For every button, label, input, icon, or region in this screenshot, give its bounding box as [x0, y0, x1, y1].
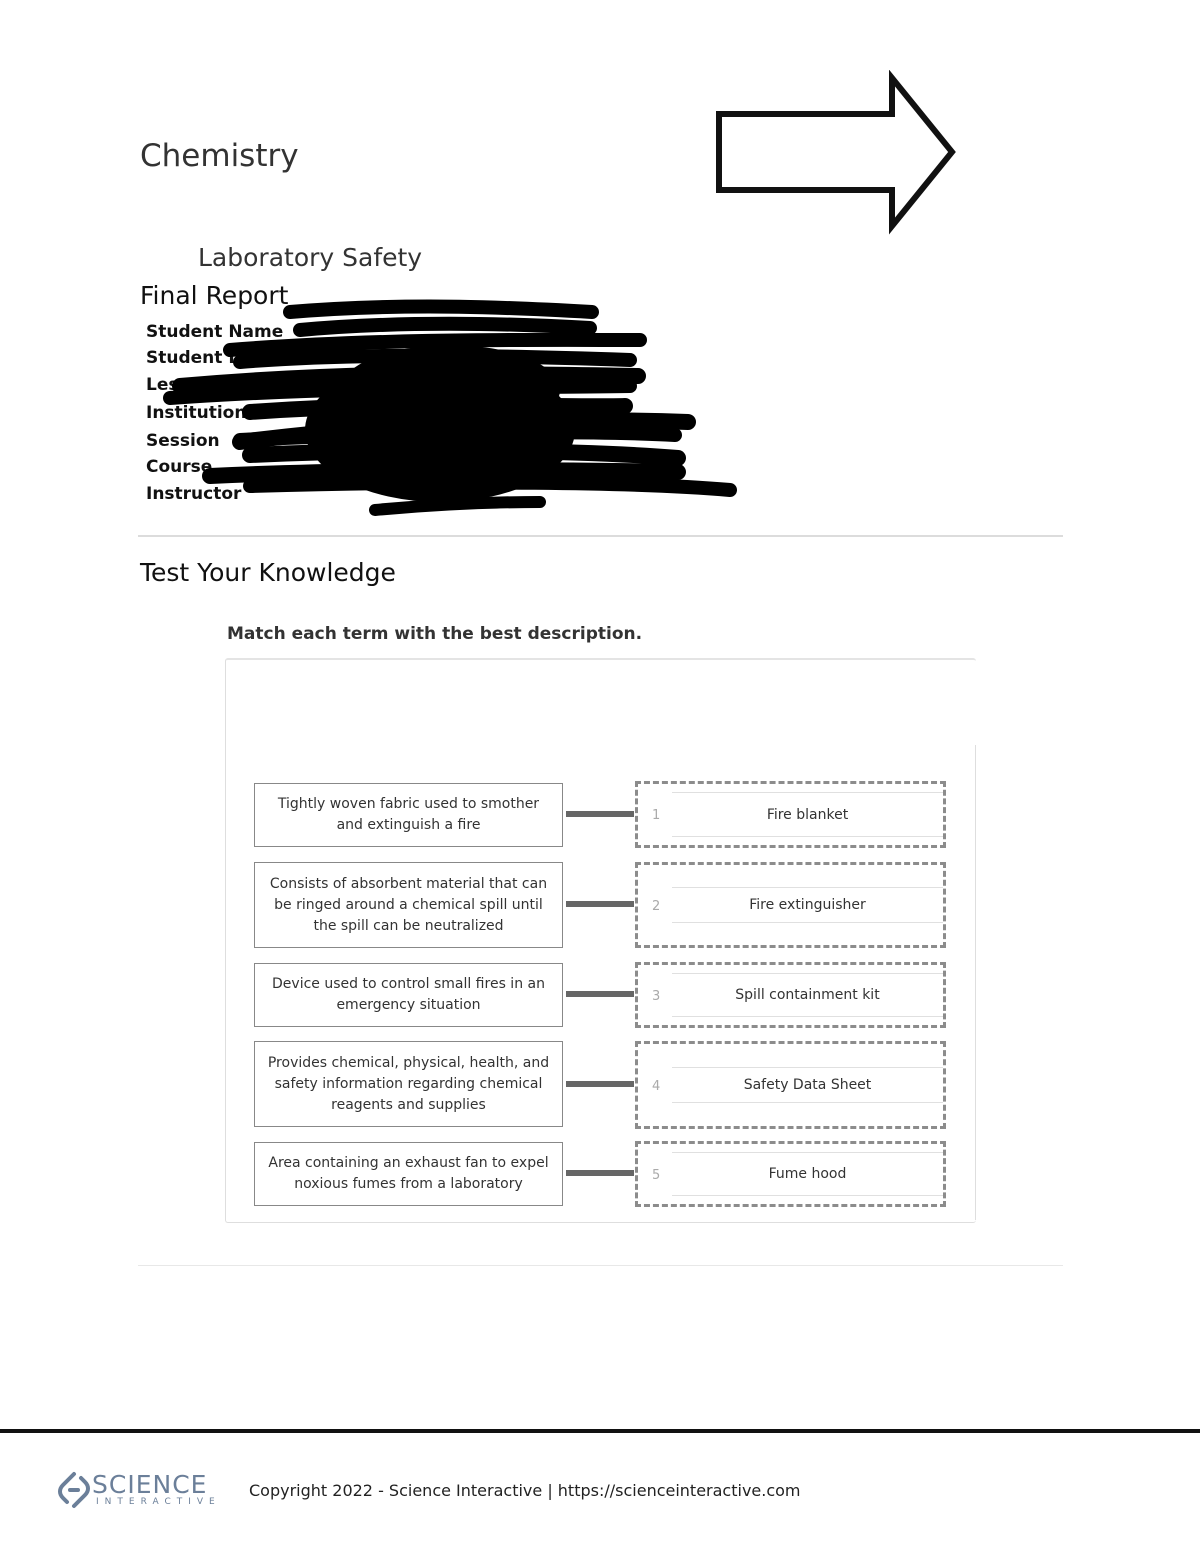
- description-box: [254, 963, 563, 1027]
- session-label: Session: [146, 431, 220, 451]
- description-box: [254, 1142, 563, 1206]
- instructor-label: Instructor: [146, 484, 242, 504]
- term-label[interactable]: Fire blanket: [672, 792, 943, 837]
- description-text: Device used to control small fires in an emergency situation: [272, 976, 545, 1013]
- term-number: 1: [652, 808, 661, 823]
- matching-instructions: Match each term with the best description.: [227, 624, 643, 644]
- term-number: 2: [652, 899, 661, 914]
- term-number: 5: [652, 1168, 661, 1183]
- description-box: [254, 783, 563, 847]
- student-name-label: Student Name: [146, 322, 284, 342]
- match-connector: [566, 811, 634, 817]
- course-label: Course: [146, 457, 213, 477]
- term-drop-box[interactable]: [635, 862, 946, 948]
- term-number: 3: [652, 989, 661, 1004]
- subject-title: Chemistry: [140, 138, 299, 174]
- match-connector: [566, 991, 634, 997]
- redaction-scribble: [160, 290, 750, 525]
- logo-subword: INTERACTIVE: [96, 1497, 221, 1507]
- description-text: Consists of absorbent material that can be ringed around a chemical spill until the spill can be neutralized: [269, 875, 548, 934]
- student-id-label: Student ID: [146, 348, 249, 368]
- match-connector: [566, 1170, 634, 1176]
- logo-mark-icon: [58, 1470, 90, 1510]
- description-box: [254, 862, 563, 948]
- match-connector: [566, 1081, 634, 1087]
- term-drop-box[interactable]: [635, 781, 946, 848]
- description-text: Provides chemical, physical, health, and safety information regarding chemical reagents and supplies: [267, 1054, 550, 1113]
- lesson-title: Laboratory Safety: [198, 243, 423, 272]
- section-divider: [138, 535, 1063, 537]
- section-title: Test Your Knowledge: [140, 558, 396, 587]
- lesson-label: Lesson: [146, 375, 213, 395]
- term-label[interactable]: Spill containment kit: [672, 973, 943, 1017]
- match-connector: [566, 901, 634, 907]
- logo-wordmark: SCIENCE: [92, 1470, 208, 1499]
- copyright-text: Copyright 2022 - Science Interactive | https://scienceinteractive.com: [249, 1481, 801, 1500]
- term-drop-box[interactable]: [635, 1141, 946, 1207]
- term-label[interactable]: Fume hood: [672, 1152, 943, 1196]
- panel-divider: [975, 745, 976, 1220]
- institution-label: Institution: [146, 403, 247, 423]
- description-box: [254, 1041, 563, 1127]
- next-arrow-icon: [712, 70, 962, 236]
- term-number: 4: [652, 1079, 661, 1094]
- science-interactive-logo: [58, 1470, 221, 1514]
- description-text: Tightly woven fabric used to smother and extinguish a fire: [277, 796, 540, 833]
- footer-rule: [0, 1429, 1200, 1433]
- term-drop-box[interactable]: [635, 1041, 946, 1129]
- term-drop-box[interactable]: [635, 962, 946, 1028]
- section-end-divider: [138, 1265, 1063, 1266]
- description-text: Area containing an exhaust fan to expel noxious fumes from a laboratory: [268, 1155, 549, 1192]
- term-label[interactable]: Fire extinguisher: [672, 887, 943, 923]
- report-title: Final Report: [140, 281, 289, 310]
- term-label[interactable]: Safety Data Sheet: [672, 1067, 943, 1103]
